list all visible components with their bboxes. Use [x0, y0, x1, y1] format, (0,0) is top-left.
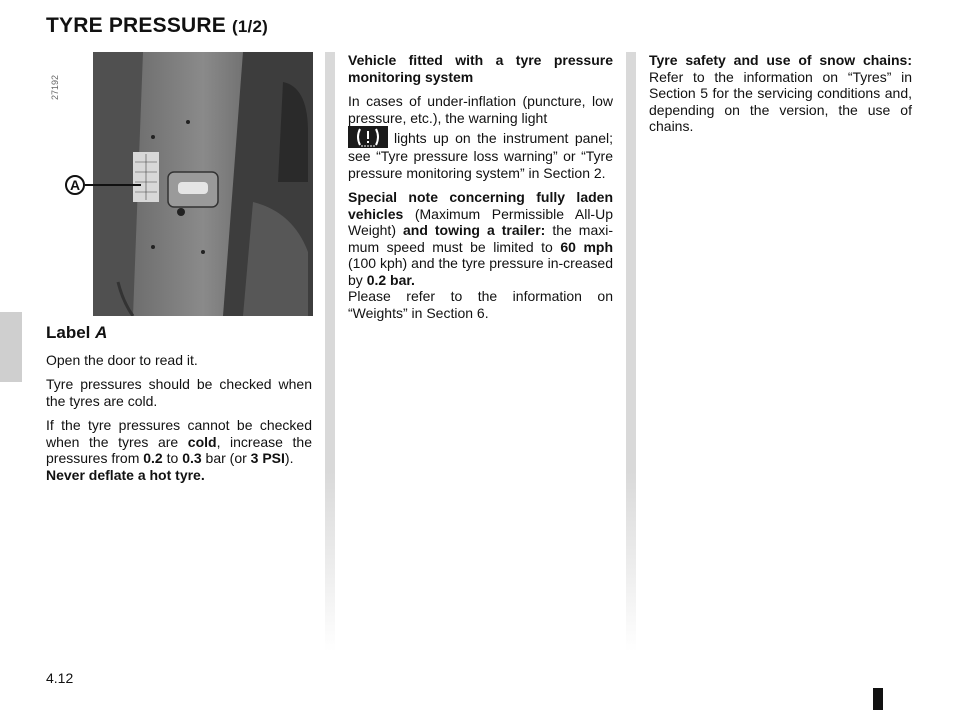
snow-chains-text: Refer to the information on “Tyres” in Section 5 for the servicing conditions and, depending on the version, the use of chains.: [649, 68, 912, 134]
mid-paragraph-2: [348, 189, 613, 321]
title-main: TYRE PRESSURE: [46, 14, 226, 37]
p3-never: Never deflate a hot tyre.: [46, 466, 205, 483]
left-paragraph-2: Tyre pressures should be checked when the tyres are cold.: [46, 376, 312, 409]
callout-leader-line: [85, 184, 141, 186]
p3-cold: cold: [187, 433, 217, 450]
left-paragraph-1: Open the door to read it.: [46, 351, 198, 368]
snow-chains-heading: Tyre safety and use of snow chains:: [649, 52, 912, 68]
p3-text-b: , increase the pressures from: [46, 433, 312, 466]
label-heading-var: A: [95, 323, 108, 342]
tpms-heading-text: Vehicle fitted with a tyre pressure monitoring system: [348, 52, 613, 85]
label-heading-main: Label: [46, 323, 91, 342]
label-heading: [46, 325, 312, 342]
figure-code-text: 27192: [50, 74, 60, 100]
column-divider-1: [325, 52, 335, 652]
tyre-pressure-warning-icon: [348, 126, 388, 148]
page-corner-mark: [873, 688, 883, 710]
right-column: [649, 52, 912, 143]
callout-a: A: [65, 175, 85, 195]
left-paragraph-3: [46, 417, 312, 483]
p3-text-d: ).: [284, 450, 294, 466]
p3-to-word: to: [162, 450, 183, 466]
mid-paragraph-1: [348, 93, 613, 181]
mid-p2-text-a: (Maximum Permissible All-Up Weight): [348, 205, 613, 238]
mid-p2-bold-b: and towing a trailer:: [402, 222, 546, 238]
tpms-heading: [348, 52, 613, 85]
page-number: 4.12: [46, 670, 74, 686]
page-title: [46, 14, 268, 38]
mid-p1-text-a: In cases of under-inflation (puncture, low pressure, etc.), the warning light: [348, 93, 613, 126]
section-tab: [0, 312, 22, 382]
p3-from: 0.2: [143, 450, 163, 466]
left-column: [46, 325, 312, 491]
mid-p3-text: Please refer to the information on “Weights” in Section 6.: [348, 288, 613, 321]
mid-p2-bar: 0.2 bar.: [366, 271, 415, 288]
mid-p2-text-c: (100 kph) and the tyre pressure in-creased by: [348, 255, 613, 288]
middle-column: [348, 52, 613, 329]
title-part: (1/2): [232, 17, 268, 36]
p3-text-c: bar (or: [201, 450, 251, 466]
p3-to: 0.3: [182, 450, 202, 466]
p3-psi: 3 PSI: [250, 450, 285, 466]
figure-code: [44, 60, 68, 100]
p3-text-a: If the tyre pressures cannot be checked when the tyres are: [46, 417, 312, 450]
mid-p2-bold-a: Special note concerning fully laden vehicles: [348, 189, 613, 222]
mid-p2-speed: 60 mph: [560, 238, 613, 255]
mid-p1-text-b: lights up on the instrument panel; see “Tyre pressure loss warning” or “Tyre pressure monitoring system” in Section 2.: [348, 130, 613, 181]
mid-p2-text-b: the maxi-mum speed must be limited to: [348, 222, 614, 255]
snow-chains-paragraph: [649, 52, 912, 135]
column-divider-2: [626, 52, 636, 652]
